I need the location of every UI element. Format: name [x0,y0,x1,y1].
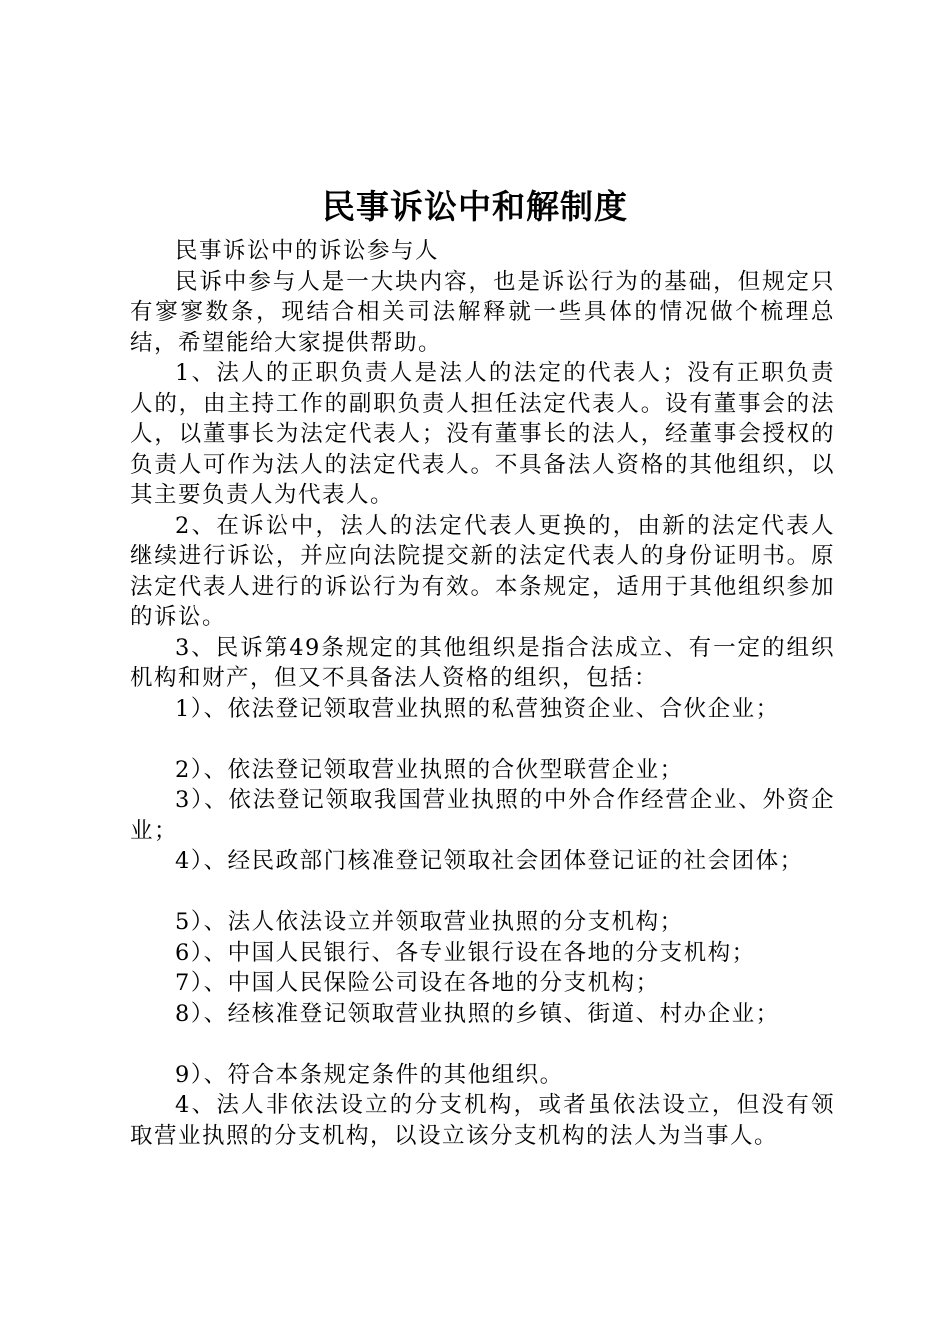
paragraph-4: 4、法人非依法设立的分支机构，或者虽依法设立，但没有领取营业执照的分支机构，以设立该分支机构的法人为当事人。 [130,1092,835,1149]
list-item-6: 6）、中国人民银行、各专业银行设在各地的分支机构； [175,939,756,966]
list-item-7: 7）、中国人民保险公司设在各地的分支机构； [175,970,660,996]
paragraph-3: 3、民诉第49条规定的其他组织是指合法成立、有一定的组织机构和财产，但又不具备法人资格的组织，包括： [130,634,835,691]
list-item-1: 1）、依法登记领取营业执照的私营独资企业、合伙企业； [175,695,780,722]
list-item-8: 8）、经核准登记领取营业执照的乡镇、街道、村办企业； [175,1000,780,1027]
list-item-3: 3）、依法登记领取我国营业执照的中外合作经营企业、外资企业； [130,787,835,844]
list-item-5: 5）、法人依法设立并领取营业执照的分支机构； [175,909,684,935]
list-item-2: 2）、依法登记领取营业执照的合伙型联营企业； [175,756,684,783]
paragraph-1: 1、法人的正职负责人是法人的法定的代表人；没有正职负责人的，由主持工作的副职负责人担任法定代表人。设有董事会的法人，以董事长为法定代表人；没有董事长的法人，经董事会授权的负责人可作为法人的法定代表人。不具备法人资格的其他组织，以其主要负责人为代表人。 [130,360,835,508]
list-item-9: 9）、符合本条规定条件的其他组织。 [175,1061,564,1088]
paragraph-2: 2、在诉讼中，法人的法定代表人更换的，由新的法定代表人继续进行诉讼，并应向法院提交新的法定代表人的身份证明书。原法定代表人进行的诉讼行为有效。本条规定，适用于其他组织参加的诉讼。 [130,512,835,630]
list-item-4: 4）、经民政部门核准登记领取社会团体登记证的社会团体； [175,848,804,874]
document-title: 民事诉讼中和解制度 [322,187,628,226]
document-body [130,236,835,1151]
intro-paragraph: 民诉中参与人是一大块内容，也是诉讼行为的基础，但规定只有寥寥数条，现结合相关司法解释就一些具体的情况做个梳理总结，希望能给大家提供帮助。 [130,268,835,356]
section-heading: 民事诉讼中的诉讼参与人 [175,238,440,264]
